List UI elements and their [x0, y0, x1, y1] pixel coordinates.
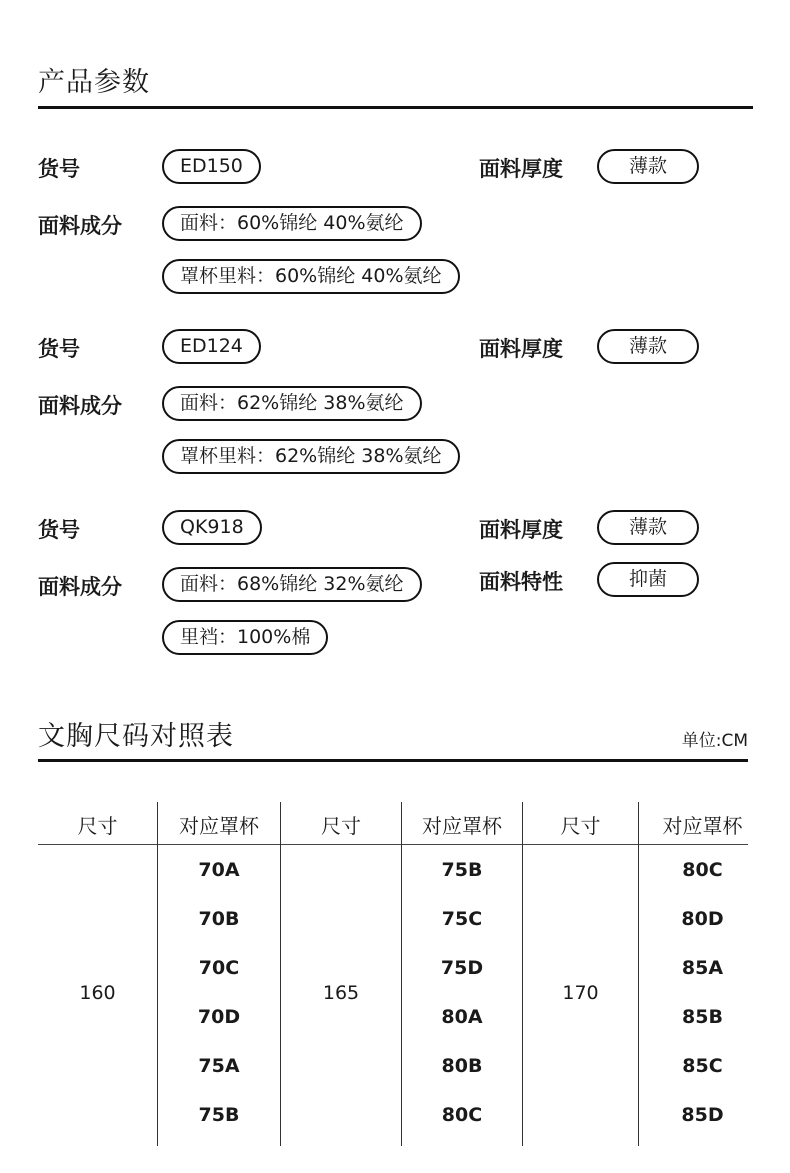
size-chart-divider	[38, 759, 748, 762]
header-size: 尺寸	[560, 814, 601, 838]
composition-pill: 里裆：100%棉	[162, 620, 328, 655]
cup-value: 75B	[198, 1104, 240, 1126]
size-chart-title: 文胸尺码对照表	[38, 721, 234, 752]
cup-value: 80C	[682, 859, 723, 881]
cup-value: 80C	[441, 1104, 483, 1126]
header-cup: 对应罩杯	[422, 814, 502, 838]
cup-value: 75B	[441, 859, 483, 881]
thickness-label: 面料厚度	[479, 157, 563, 181]
cup-value: 80B	[441, 1055, 483, 1077]
product-params-divider	[38, 106, 753, 109]
column-divider	[522, 802, 523, 1146]
thickness-pill: 薄款	[597, 510, 699, 545]
header-size: 尺寸	[77, 814, 118, 838]
thickness-label: 面料厚度	[479, 337, 563, 361]
feature-label: 面料特性	[479, 570, 563, 594]
composition-pill: 罩杯里料：60%锦纶 40%氨纶	[162, 259, 460, 294]
header-cup: 对应罩杯	[662, 814, 743, 838]
cup-value: 85C	[682, 1055, 723, 1077]
composition-pill: 罩杯里料：62%锦纶 38%氨纶	[162, 439, 460, 474]
column-divider	[280, 802, 281, 1146]
header-cup: 对应罩杯	[179, 814, 259, 838]
size-value: 160	[79, 982, 116, 1004]
size-value: 165	[322, 982, 360, 1004]
cup-value: 85B	[682, 1006, 723, 1028]
composition-label: 面料成分	[38, 394, 122, 418]
header-size: 尺寸	[321, 814, 361, 838]
table-header-rule	[38, 844, 748, 845]
cup-value: 70B	[198, 908, 240, 930]
size-value: 170	[562, 982, 599, 1004]
cup-value: 70A	[198, 859, 240, 881]
thickness-pill: 薄款	[597, 329, 699, 364]
code-label: 货号	[38, 157, 80, 181]
cup-value: 85A	[681, 957, 724, 979]
cup-value: 70D	[197, 1006, 241, 1028]
cup-value: 80D	[681, 908, 724, 930]
code-label: 货号	[38, 337, 80, 361]
cup-value: 75A	[198, 1055, 240, 1077]
thickness-label: 面料厚度	[479, 518, 563, 542]
thickness-pill: 薄款	[597, 149, 699, 184]
code-pill: QK918	[162, 510, 262, 545]
composition-pill: 面料：60%锦纶 40%氨纶	[162, 206, 422, 241]
unit-label: 单位:CM	[681, 731, 748, 751]
cup-value: 70C	[198, 957, 240, 979]
cup-value: 80A	[441, 1006, 483, 1028]
composition-label: 面料成分	[38, 575, 122, 599]
product-params-title: 产品参数	[38, 67, 150, 98]
cup-value: 75D	[440, 957, 484, 979]
composition-pill: 面料：62%锦纶 38%氨纶	[162, 386, 422, 421]
code-pill: ED150	[162, 149, 261, 184]
code-label: 货号	[38, 518, 80, 542]
cup-value: 85D	[681, 1104, 724, 1126]
composition-pill: 面料：68%锦纶 32%氨纶	[162, 567, 422, 602]
code-pill: ED124	[162, 329, 261, 364]
cup-value: 75C	[441, 908, 483, 930]
composition-label: 面料成分	[38, 214, 122, 238]
feature-pill: 抑菌	[597, 562, 699, 597]
